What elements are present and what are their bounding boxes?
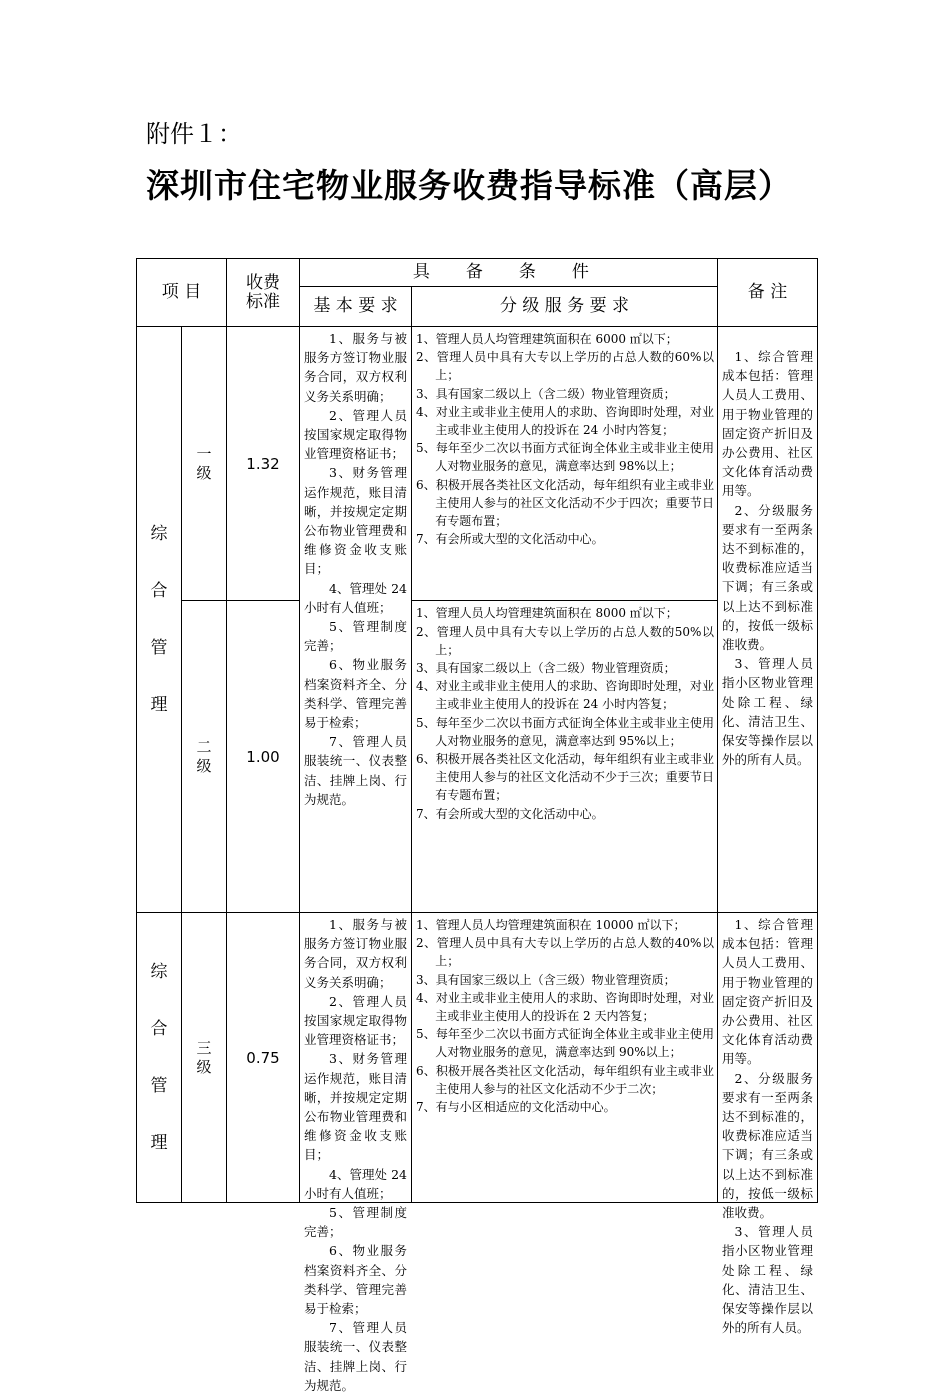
requirement-item: 6、积极开展各类社区文化活动，每年组织有业主或非业主使用人参与的社区文化活动不少于三次；重要节日有专题布置； xyxy=(416,751,714,803)
basic-item: 5、管理制度完善； xyxy=(304,1205,407,1240)
requirement-item: 2、管理人员中具有大专以上学历的占总人数的50%以上； xyxy=(416,624,714,657)
note-item: 3、管理人员指小区物业管理处除工程、绿化、清洁卫生、保安等操作层以外的所有人员。 xyxy=(722,1224,813,1336)
category-char: 理 xyxy=(150,694,168,715)
header-note: 备 注 xyxy=(718,259,818,327)
requirement-item: 1、管理人员人均管理建筑面积在 8000 ㎡以下； xyxy=(416,606,678,621)
attachment-label: 附件１： xyxy=(146,120,242,148)
basic-item: 6、物业服务档案资料齐全、分类科学、管理完善易于检索； xyxy=(304,657,407,731)
basic-item: 1、服务与被服务方签订物业服务合同，双方权利义务关系明确； xyxy=(304,917,407,990)
level-label: 一级 xyxy=(196,444,212,482)
level-cell xyxy=(182,601,227,913)
requirement-item: 3、具有国家二级以上（含二级）物业管理资质； xyxy=(416,386,676,401)
requirement-item: 7、有会所或大型的文化活动中心。 xyxy=(416,532,604,547)
fee-value: 0.75 xyxy=(227,913,300,1203)
fee-standard-table xyxy=(136,258,818,1393)
category-char: 综 xyxy=(150,961,168,982)
requirement-item: 4、对业主或非业主使用人的求助、咨询即时处理，对业主或非业主使用人的投诉在 24 小时内答复； xyxy=(416,404,714,438)
requirement-item: 2、管理人员中具有大专以上学历的占总人数的40%以上； xyxy=(416,936,714,969)
category-char: 管 xyxy=(150,1075,168,1096)
category-char: 理 xyxy=(150,1132,168,1153)
note-item: 2、分级服务要求有一至两条达不到标准的，收费标准应适当下调；有三条或以上达不到标准的，按低一级标准收费。 xyxy=(722,502,813,653)
header-conditions: 具 备 条 件 xyxy=(300,259,718,287)
basic-item: 3、财务管理运作规范，账目清晰，并按规定定期公布物业管理费和维修资金收支账目； xyxy=(304,1051,407,1163)
basic-item: 7、管理人员服装统一、仪表整洁、挂牌上岗、行为规范。 xyxy=(304,1320,407,1393)
fee-value: 1.32 xyxy=(227,327,300,601)
category-cell xyxy=(137,913,182,1203)
note-item: 3、管理人员指小区物业管理处除工程、绿化、清洁卫生、保安等操作层以外的所有人员。 xyxy=(722,656,813,768)
requirement-item: 1、管理人员人均管理建筑面积在 10000 ㎡以下； xyxy=(416,918,686,932)
header-basic: 基 本 要 求 xyxy=(300,287,412,327)
fee-value: 1.00 xyxy=(227,601,300,913)
document-title: 深圳市住宅物业服务收费指导标准（高层） xyxy=(146,166,792,205)
header-graded: 分 级 服 务 要 求 xyxy=(412,287,718,327)
category-cell xyxy=(137,327,182,913)
category-char: 综 xyxy=(150,523,168,544)
notes-cell xyxy=(718,327,818,913)
basic-item: 7、管理人员服装统一、仪表整洁、挂牌上岗、行为规范。 xyxy=(304,734,407,807)
header-fee: 收费标准 xyxy=(227,259,300,327)
basic-item: 2、管理人员按国家规定取得物业管理资格证书； xyxy=(304,993,407,1048)
requirement-item: 4、对业主或非业主使用人的求助、咨询即时处理，对业主或非业主使用人的投诉在 2 天内答复； xyxy=(416,990,714,1024)
graded-requirements xyxy=(412,601,718,913)
basic-item: 5、管理制度完善； xyxy=(304,619,407,654)
note-item: 2、分级服务要求有一至两条达不到标准的，收费标准应适当下调；有三条或以上达不到标准的，按低一级标准收费。 xyxy=(722,1070,813,1221)
note-item: 1、综合管理成本包括：管理人员人工费用、用于物业管理的固定资产折旧及办公费用、社区文化体育活动费用等。 xyxy=(722,349,813,499)
category-char: 合 xyxy=(150,580,168,601)
requirement-item: 2、管理人员中具有大专以上学历的占总人数的60%以上； xyxy=(416,350,714,383)
header-item: 项 目 xyxy=(137,259,227,327)
requirement-item: 5、每年至少二次以书面方式征询全体业主或非业主使用人对物业服务的意见，满意率达到 95%以上； xyxy=(416,715,714,748)
notes-cell xyxy=(718,913,818,1336)
graded-requirements xyxy=(412,327,718,601)
requirement-item: 6、积极开展各类社区文化活动，每年组织有业主或非业主使用人参与的社区文化活动不少于四次；重要节日有专题布置； xyxy=(416,477,714,529)
level-label: 二级 xyxy=(196,737,212,775)
basic-item: 4、管理处 24 小时有人值班； xyxy=(304,580,407,615)
basic-requirements xyxy=(300,327,412,913)
level-cell xyxy=(182,327,227,601)
basic-item: 6、物业服务档案资料齐全、分类科学、管理完善易于检索； xyxy=(304,1243,407,1317)
requirement-item: 7、有与小区相适应的文化活动中心。 xyxy=(416,1100,616,1115)
requirement-item: 7、有会所或大型的文化活动中心。 xyxy=(416,806,604,821)
level-label: 三级 xyxy=(196,1038,212,1076)
level-cell xyxy=(182,913,227,1203)
requirement-item: 5、每年至少二次以书面方式征询全体业主或非业主使用人对物业服务的意见，满意率达到 90%以上； xyxy=(416,1027,714,1060)
requirement-item: 3、具有国家二级以上（含二级）物业管理资质； xyxy=(416,660,676,675)
basic-item: 3、财务管理运作规范，账目清晰，并按规定定期公布物业管理费和维修资金收支账目； xyxy=(304,465,407,577)
requirement-item: 5、每年至少二次以书面方式征询全体业主或非业主使用人对物业服务的意见，满意率达到 98%以上； xyxy=(416,441,714,474)
basic-item: 2、管理人员按国家规定取得物业管理资格证书； xyxy=(304,407,407,462)
basic-requirements xyxy=(300,913,412,1393)
requirement-item: 3、具有国家三级以上（含三级）物业管理资质； xyxy=(416,972,676,987)
requirement-item: 4、对业主或非业主使用人的求助、咨询即时处理，对业主或非业主使用人的投诉在 24 小时内答复； xyxy=(416,679,714,712)
requirement-item: 1、管理人员人均管理建筑面积在 6000 ㎡以下； xyxy=(416,332,678,346)
category-char: 管 xyxy=(150,637,168,658)
note-item: 1、综合管理成本包括：管理人员人工费用、用于物业管理的固定资产折旧及办公费用、社区文化体育活动费用等。 xyxy=(722,917,813,1067)
basic-item: 4、管理处 24 小时有人值班； xyxy=(304,1166,407,1201)
basic-item: 1、服务与被服务方签订物业服务合同，双方权利义务关系明确； xyxy=(304,331,407,404)
graded-requirements xyxy=(412,913,718,1203)
requirement-item: 6、积极开展各类社区文化活动，每年组织有业主或非业主使用人参与的社区文化活动不少于二次； xyxy=(416,1063,714,1096)
category-char: 合 xyxy=(150,1018,168,1039)
